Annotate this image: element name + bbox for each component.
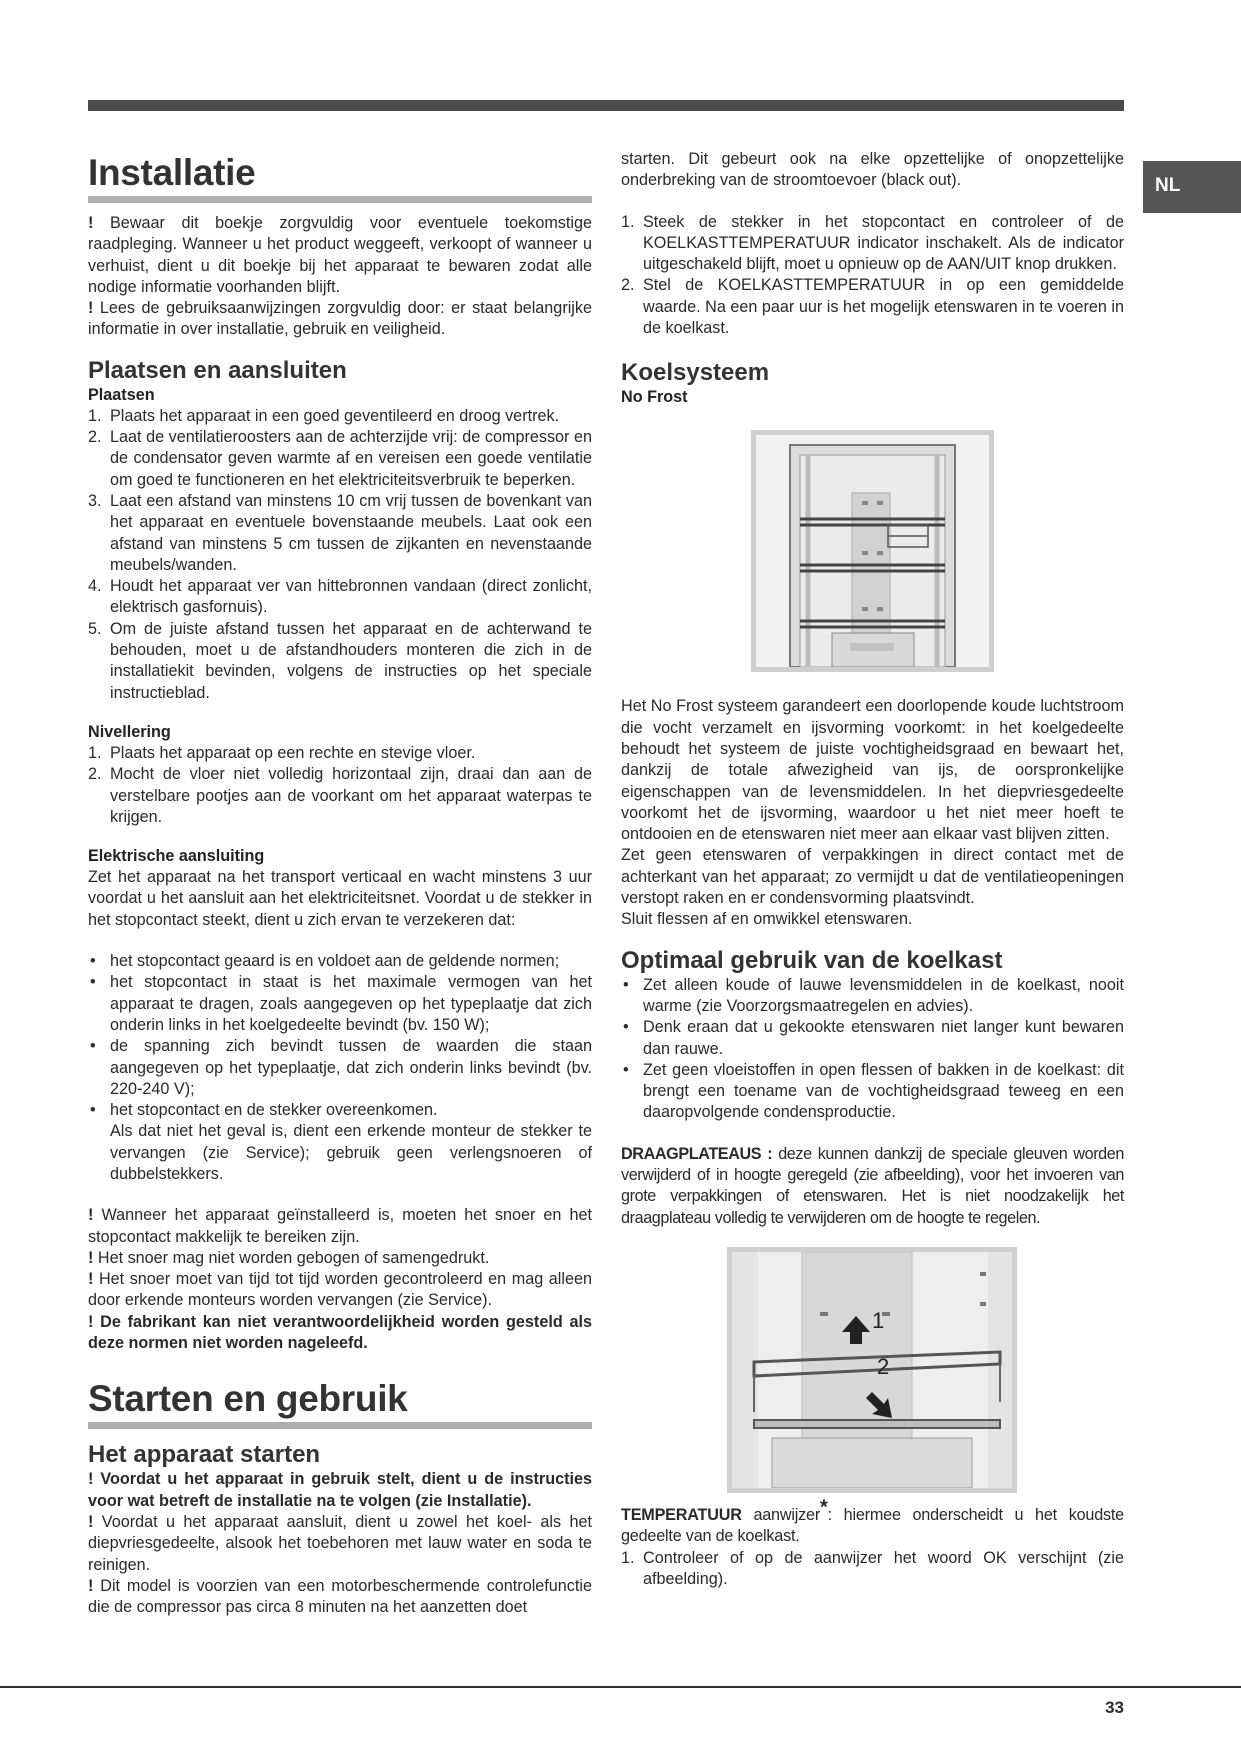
subheading-nivellering: Nivellering bbox=[88, 722, 171, 741]
bullet-item: • het stopcontact en de stekker overeenkomen. bbox=[90, 1101, 438, 1120]
figure-label-2: 2 bbox=[877, 1353, 890, 1379]
final-warning: ! De fabrikant kan niet verantwoordelijkheid worden gesteld als deze normen niet worden nageleefd. bbox=[88, 1312, 592, 1353]
bullet-item: • Zet geen vloeistoffen in open flessen of bakken in de koelkast: dit brengt een toename van de vochtigheidsgraad teweeg en een daaropvolgende condensproductie. bbox=[623, 1060, 1124, 1122]
temperatuur-label: TEMPERATUUR bbox=[621, 1505, 742, 1524]
list-item: 5. Om de juiste afstand tussen het apparaat en de achterwand te behouden, moet u de afstandhouders monteren die zich in de installatiekit bevinden, volgens de instructies op het speciale instructieblad. bbox=[88, 619, 592, 702]
warning-paragraph: ! Bewaar dit boekje zorgvuldig voor eventuele toekomstige raadpleging. Wanneer u het product weggeeft, verkoopt of wanneer u verhuist, dient u dit boekje bij het apparaat te bewaren zodat alle nodige informatie voorhanden blijft. bbox=[88, 214, 592, 296]
paragraph: Zet geen etenswaren of verpakkingen in direct contact met de achterkant van het apparaat; zo vermijdt u dat de ventilatieopeningen verstopt raken en er condensvorming plaatsvindt. bbox=[621, 846, 1124, 908]
bullet-item: • het stopcontact geaard is en voldoet aan de geldende normen; bbox=[90, 952, 560, 971]
figure-label-1: 1 bbox=[872, 1307, 885, 1333]
warning-paragraph: ! Het snoer mag niet worden gebogen of samengedrukt. bbox=[88, 1248, 490, 1267]
page-number: 33 bbox=[1105, 1698, 1124, 1717]
subheading-plaatsen: Plaatsen bbox=[88, 385, 155, 404]
temperatuur-steps bbox=[621, 1548, 1124, 1591]
elektrisch-bullets bbox=[88, 951, 592, 1121]
left-column bbox=[88, 150, 592, 1618]
temperatuur-paragraph: TEMPERATUUR aanwijzer*: hiermee onderscheidt u het koudste gedeelte van de koelkast. bbox=[621, 1496, 1124, 1546]
heading-koelsysteem: Koelsysteem bbox=[621, 359, 770, 387]
subheading-no-frost: No Frost bbox=[621, 388, 688, 407]
bullet-item: • Zet alleen koude of lauwe levensmiddelen in de koelkast, nooit warme (zie Voorzorgsmaatregelen en advies). bbox=[623, 975, 1124, 1015]
list-item: 1. Controleer of op de aanwijzer het woord OK verschijnt (zie afbeelding). bbox=[621, 1548, 1124, 1588]
warning-paragraph: ! Wanneer het apparaat geïnstalleerd is, moeten het snoer en het stopcontact makkelijk te bereiken zijn. bbox=[88, 1206, 592, 1246]
warning-paragraph: ! Voordat u het apparaat aansluit, dient u zowel het koel- als het diepvriesgedeelte, alsook het toebehoren met lauw water en soda te reinigen. bbox=[88, 1512, 592, 1574]
nivellering-list bbox=[88, 743, 592, 828]
intro-warnings bbox=[88, 213, 592, 341]
warning-paragraph: ! Dit model is voorzien van een motorbeschermende controlefunctie die de compressor pas circa 8 minuten na het aanzetten doet bbox=[88, 1576, 592, 1617]
shelf-adjust-illustration bbox=[732, 1252, 1012, 1488]
draagplateaus-label: DRAAGPLATEAUS : bbox=[621, 1144, 773, 1163]
list-item: 2. Stel de KOELKASTTEMPERATUUR in op een gemiddelde waarde. Na een paar uur is het mogelijk etenswaren in te voeren in de koelkast. bbox=[621, 276, 1124, 338]
heading-plaatsen-aansluiten: Plaatsen en aansluiten bbox=[88, 356, 347, 384]
section-title-starten: Starten en gebruik bbox=[88, 1376, 592, 1429]
koelsysteem-text bbox=[621, 696, 1124, 930]
list-item: 2. Mocht de vloer niet volledig horizontaal zijn, draai dan aan de verstelbare pootjes aan de voorkant om het apparaat waterpas te krijgen. bbox=[88, 765, 592, 826]
heading-optimaal-gebruik: Optimaal gebruik van de koelkast bbox=[621, 946, 1003, 974]
heading-apparaat-starten: Het apparaat starten bbox=[88, 1441, 321, 1469]
header-rule bbox=[88, 100, 1124, 111]
starten-steps bbox=[621, 212, 1124, 340]
list-item: 1. Plaats het apparaat in een goed geventileerd en droog vertrek. bbox=[88, 406, 560, 425]
elektrisch-extra: Als dat niet het geval is, dient een erkende monteur de stekker te vervangen (zie Service); gebruik geen verlengsnoeren of dubbelstekkers. bbox=[110, 1122, 592, 1183]
section-title-installatie: Installatie bbox=[88, 150, 592, 203]
paragraph: Sluit flessen af en omwikkel etenswaren. bbox=[621, 910, 913, 929]
bullet-item: • Denk eraan dat u gekookte etenswaren niet langer kunt bewaren dan rauwe. bbox=[623, 1018, 1124, 1058]
shelf-adjust-figure bbox=[727, 1247, 1017, 1493]
footer-rule bbox=[0, 1686, 1241, 1688]
continued-paragraph: starten. Dit gebeurt ook na elke opzettelijke of onopzettelijke onderbreking van de stroomtoevoer (black out). bbox=[621, 150, 1124, 190]
draagplateaus-paragraph: DRAAGPLATEAUS : deze kunnen dankzij de speciale gleuven worden verwijderd of in hoogte geregeld (zie afbeelding), voor het invoeren van grote verpakkingen of etenswaren. Het is niet noodzakelijk het draagplateau volledig te verwijderen om de hoogte te regelen. bbox=[621, 1144, 1124, 1227]
fridge-interior-figure bbox=[751, 430, 994, 672]
plaatsen-list bbox=[88, 406, 592, 704]
bold-warning: ! Voordat u het apparaat in gebruik stelt, dient u de instructies voor wat betreft de installatie na te volgen (zie Installatie). bbox=[88, 1470, 592, 1510]
elektrisch-warnings bbox=[88, 1205, 592, 1354]
list-item: 4. Houdt het apparaat ver van hittebronnen vandaan (direct zonlicht, elektrisch gasfornuis). bbox=[88, 577, 592, 617]
paragraph: Het No Frost systeem garandeert een doorlopende koude luchtstroom die vocht verzamelt en ijsvorming voorkomt: in het koelgedeelte behoudt het systeem de juiste vochtigheidsgraad en bewaart het, dankzij de totale afwezigheid van ijs, de oorspronkelijke eigenschappen van de levensmiddelen. In het diepvriesgedeelte voorkomt het de ijsvorming, waardoor u het niet meer hoeft te ontdooien en de etenswaren niet meer aan elkaar vast blijven zitten. bbox=[621, 697, 1124, 844]
list-item: 2. Laat de ventilatieroosters aan de achterzijde vrij: de compressor en de condensator geven warmte af en vereisen een goede ventilatie om goed te functioneren en het elektriciteitsverbruik te beperken. bbox=[88, 428, 592, 489]
warning-paragraph: ! Het snoer moet van tijd tot tijd worden gecontroleerd en mag alleen door erkende monteurs worden vervangen (zie Service). bbox=[88, 1270, 592, 1310]
optimaal-bullets bbox=[621, 975, 1124, 1124]
list-item: 1. Plaats het apparaat op een rechte en stevige vloer. bbox=[88, 743, 476, 762]
warning-paragraph: ! Lees de gebruiksaanwijzingen zorgvuldig door: er staat belangrijke informatie in over installatie, gebruik en veiligheid. bbox=[88, 299, 592, 339]
fridge-interior-illustration bbox=[756, 435, 989, 667]
right-column bbox=[621, 149, 1124, 1590]
list-item: 3. Laat een afstand van minstens 10 cm vrij tussen de bovenkant van het apparaat en eventuele bovenstaande meubels. Laat ook een afstand van minstens 5 cm tussen de zijkanten en nevenstaande meubels/wanden. bbox=[88, 491, 592, 574]
bullet-item: • de spanning zich bevindt tussen de waarden die staan aangegeven op het typeplaatje, dat zich onderin links bevindt (bv. 220-240 V); bbox=[90, 1037, 592, 1098]
elektrisch-intro: Zet het apparaat na het transport verticaal en wacht minstens 3 uur voordat u het aansluit aan het elektriciteitsnet. Voordat u de stekker in het stopcontact steekt, dient u zich ervan te verzekeren dat: bbox=[88, 868, 592, 929]
list-item: 1. Steek de stekker in het stopcontact en controleer of de KOELKASTTEMPERATUUR indicator inschakelt. Als de indicator uitgeschakeld blijft, moet u opnieuw op de AAN/UIT knop drukken. bbox=[621, 212, 1124, 274]
language-tab[interactable]: NL bbox=[1143, 161, 1241, 213]
bullet-item: • het stopcontact in staat is het maximale vermogen van het apparaat te dragen, zoals aangegeven op het typeplaatje dat zich onderin links in het koelgedeelte bevindt (bv. 150 W); bbox=[90, 973, 592, 1034]
subheading-elektrische-aansluiting: Elektrische aansluiting bbox=[88, 847, 265, 866]
